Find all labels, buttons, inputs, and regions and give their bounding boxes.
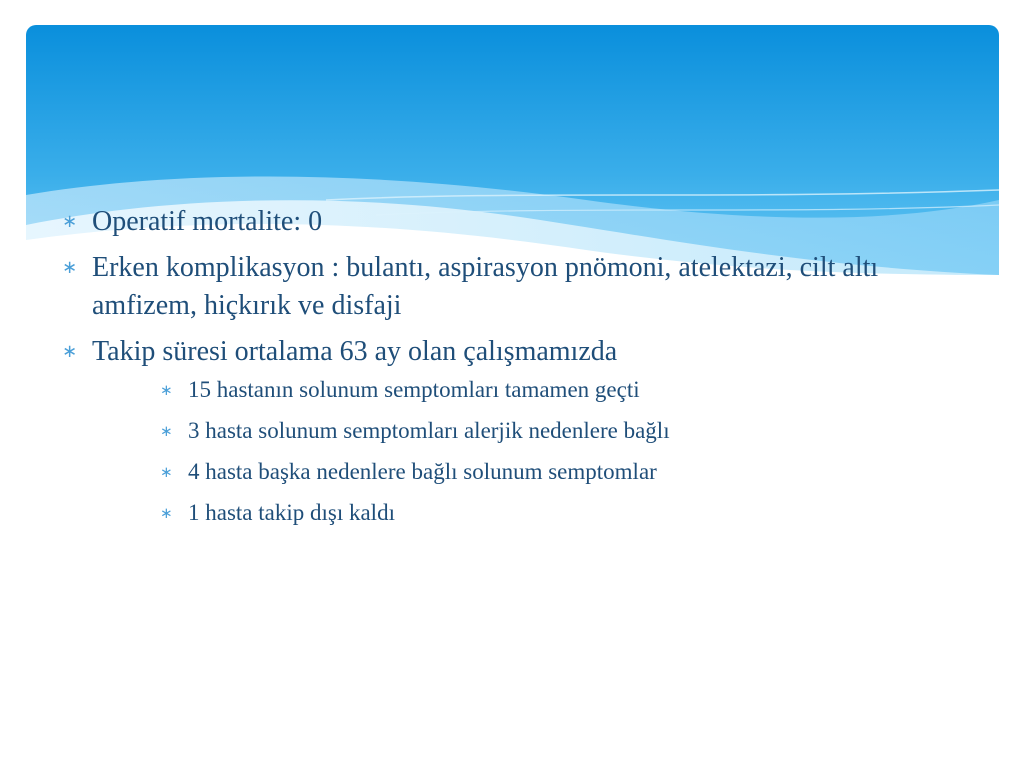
- bullet-text: Erken komplikasyon : bulantı, aspirasyon pnömoni, atelektazi, cilt altı amfizem, hiçkırık ve disfaji: [92, 252, 879, 321]
- bullet-text: Takip süresi ortalama 63 ay olan çalışmamızda: [92, 336, 618, 367]
- asterisk-bullet-icon: ∗: [160, 463, 173, 481]
- asterisk-bullet-icon: ∗: [160, 504, 173, 522]
- bullet-list: [60, 203, 980, 528]
- bullet-item: [60, 333, 980, 528]
- sub-bullet-text: 15 hastanın solunum semptomları tamamen geçti: [188, 377, 640, 402]
- sub-bullet-item: [158, 375, 980, 405]
- sub-bullet-item: [158, 457, 980, 487]
- asterisk-bullet-icon: ∗: [62, 341, 78, 362]
- asterisk-bullet-icon: ∗: [62, 211, 78, 232]
- bullet-item: [60, 249, 980, 325]
- asterisk-bullet-icon: ∗: [160, 381, 173, 399]
- asterisk-bullet-icon: ∗: [160, 422, 173, 440]
- asterisk-bullet-icon: ∗: [62, 257, 78, 278]
- sub-bullet-text: 4 hasta başka nedenlere bağlı solunum semptomlar: [188, 459, 657, 484]
- sub-bullet-list: [92, 375, 980, 528]
- bullet-text: Operatif mortalite: 0: [92, 206, 323, 237]
- sub-bullet-item: [158, 416, 980, 446]
- sub-bullet-item: [158, 498, 980, 528]
- bullet-item: [60, 203, 980, 241]
- sub-bullet-text: 1 hasta takip dışı kaldı: [188, 500, 395, 525]
- sub-bullet-text: 3 hasta solunum semptomları alerjik nedenlere bağlı: [188, 418, 670, 443]
- slide-content: [60, 203, 980, 539]
